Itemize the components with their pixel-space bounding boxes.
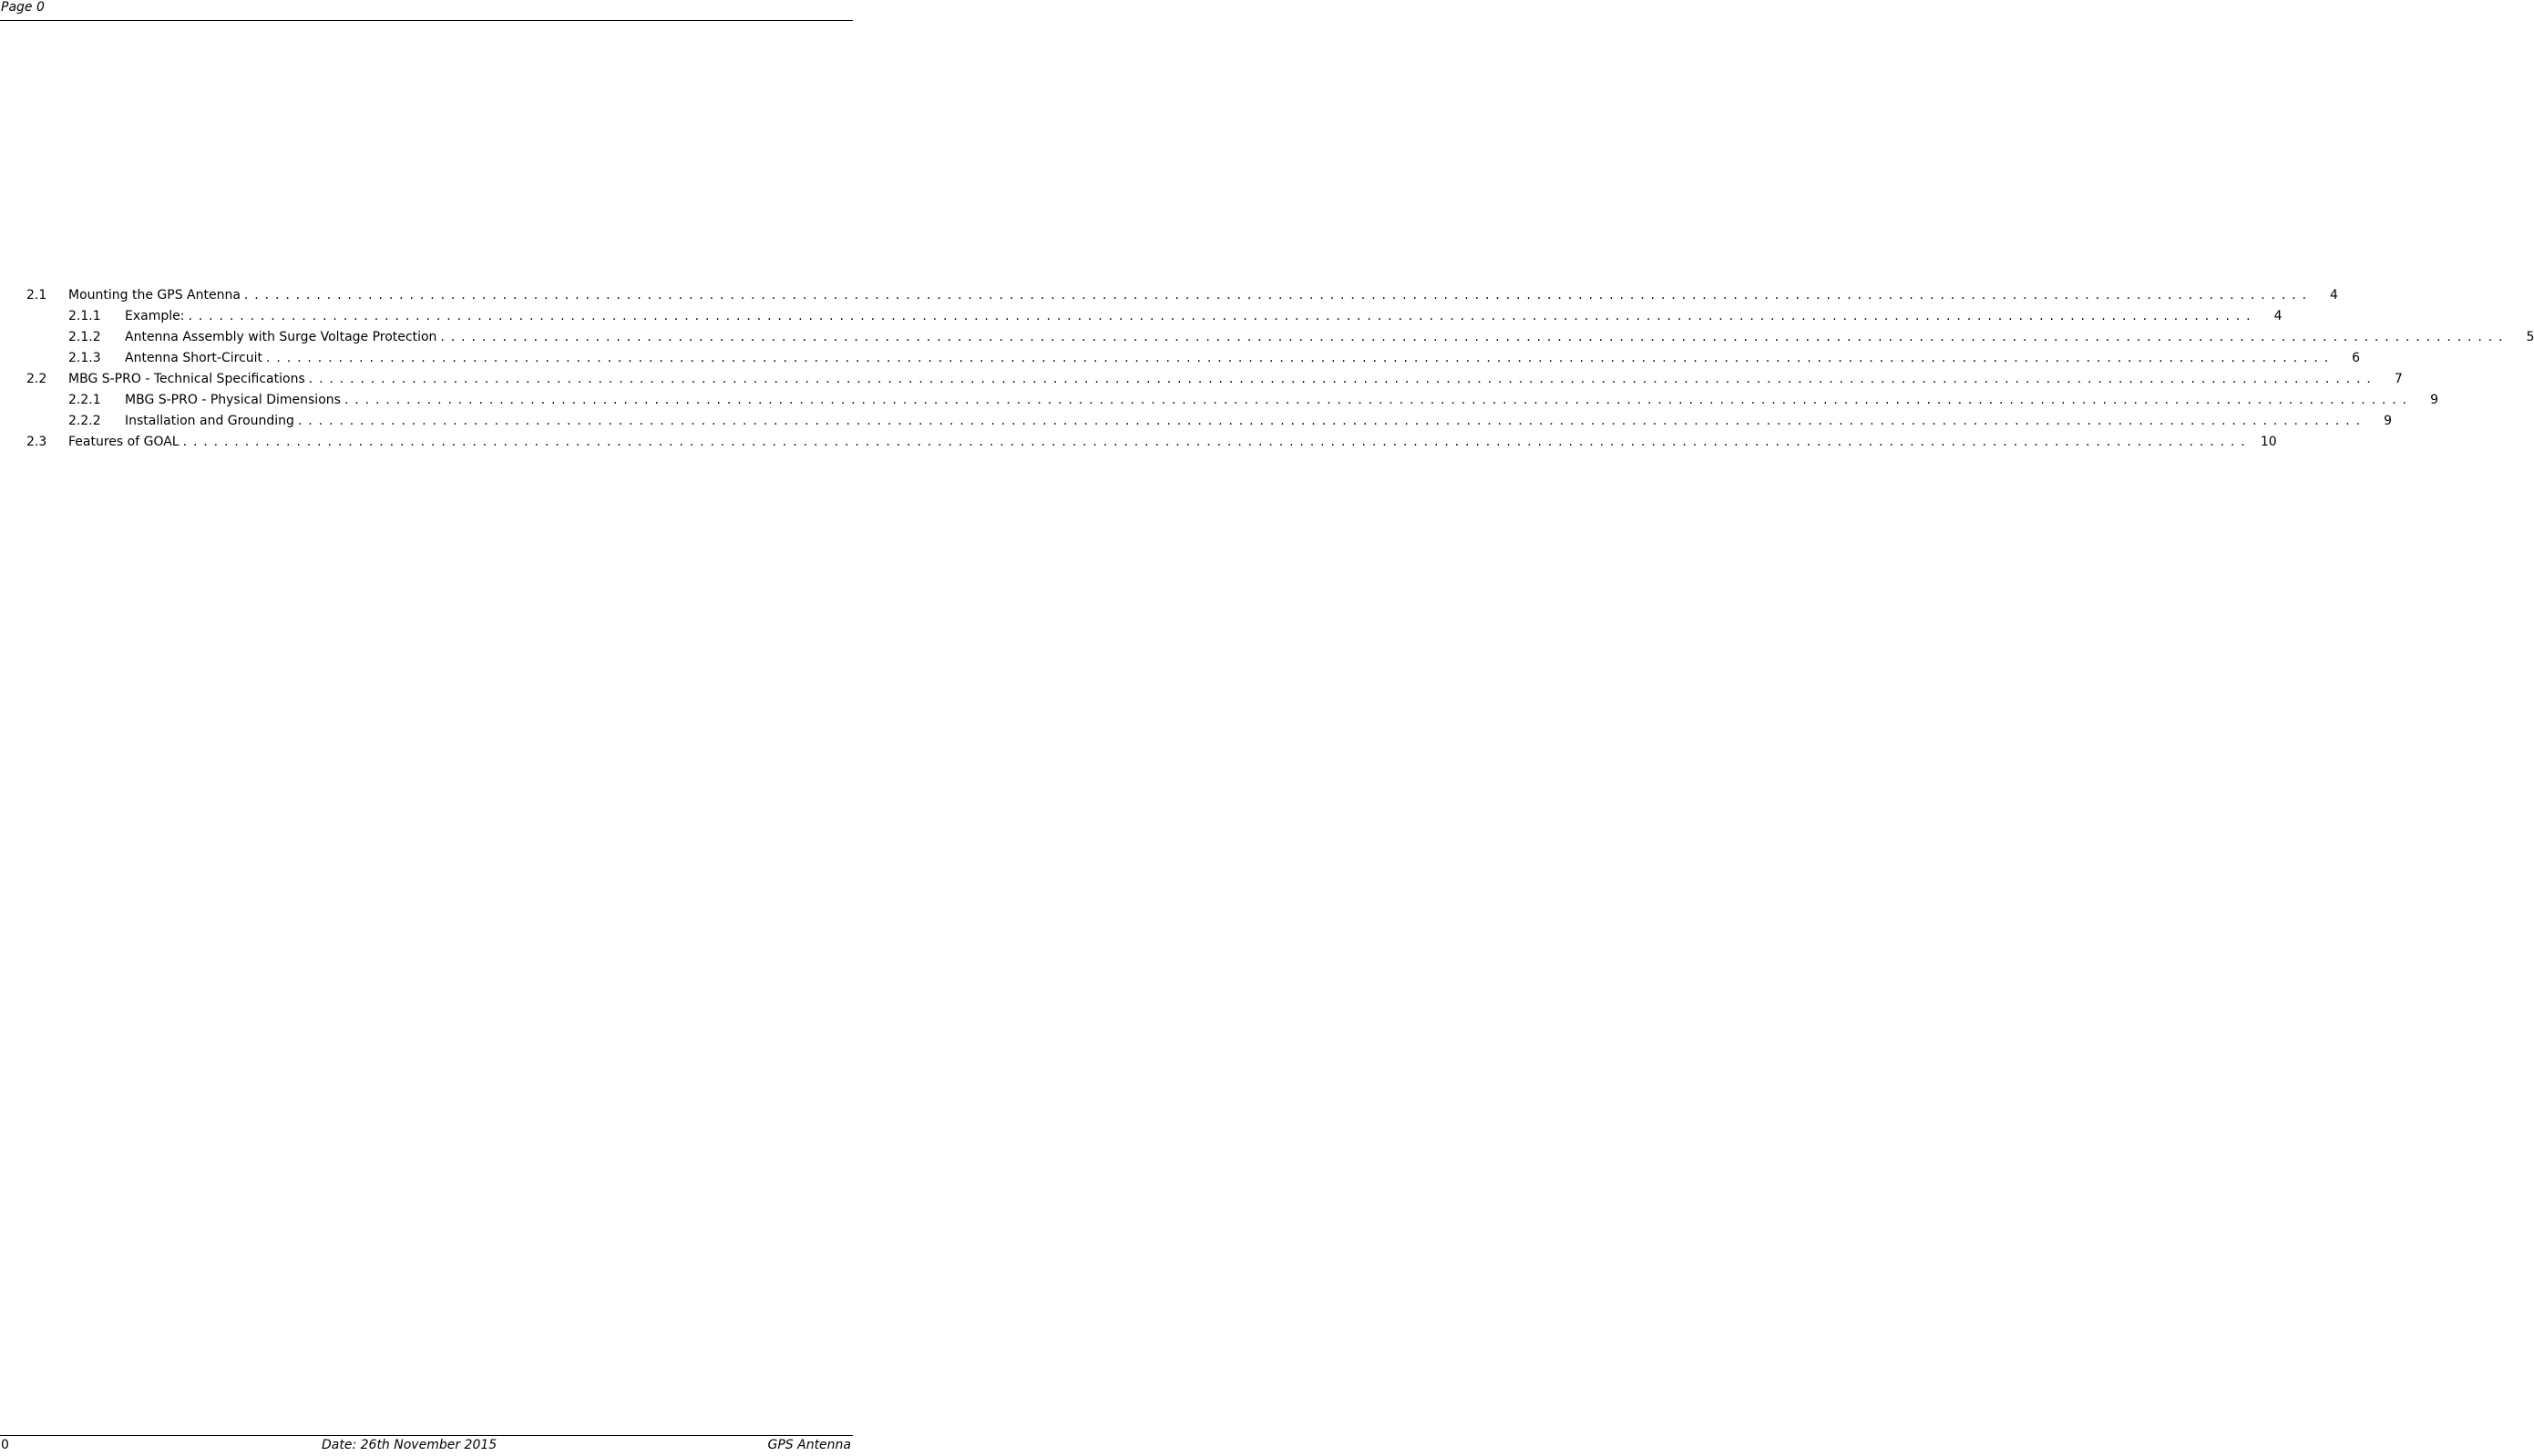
toc-entry[interactable] (26, 372, 2403, 393)
toc-leader-dots: ........................................................................................................................................................................................................ (182, 435, 2252, 449)
toc-entry-title: Example: (125, 309, 188, 323)
toc-entry-page: 4 (2273, 309, 2283, 323)
footer-doc-title: GPS Antenna (767, 1438, 851, 1452)
toc-entry-page: 6 (2352, 351, 2361, 365)
toc-entry-number: 2.1.2 (68, 330, 101, 344)
toc-leader-dots: ........................................................................................................................................................................................................ (188, 309, 2257, 323)
toc-leader-dots: ........................................................................................................................................................................................................ (243, 288, 2313, 302)
toc-entry[interactable] (26, 330, 2534, 351)
toc-entry-number: 2.1.3 (68, 351, 101, 365)
toc-entry-number: 2.2.1 (68, 393, 101, 407)
toc-entry-title: Antenna Assembly with Surge Voltage Protection (125, 330, 440, 344)
toc-entry-page: 5 (2526, 330, 2534, 344)
page-label: Page 0 (1, 0, 45, 15)
toc-entry-page: 9 (2384, 414, 2392, 428)
toc-entry[interactable] (26, 309, 2283, 330)
toc-leader-dots: ........................................................................................................................................................................................................ (344, 393, 2413, 407)
toc-leader-dots: ........................................................................................................................................................................................................ (440, 330, 2509, 344)
toc-entry-title: Features of GOAL (68, 435, 183, 449)
toc-entry-page: 4 (2330, 288, 2338, 302)
toc-entry-number: 2.3 (26, 435, 47, 449)
toc-leader-dots: ........................................................................................................................................................................................................ (297, 414, 2366, 428)
toc-entry[interactable] (26, 351, 2361, 372)
toc-entry-number: 2.2 (26, 372, 47, 386)
toc-entry-title: MBG S-PRO - Physical Dimensions (125, 393, 344, 407)
toc-entry[interactable] (26, 393, 2438, 414)
toc-entry[interactable] (26, 414, 2392, 435)
footer-date: Date: 26th November 2015 (322, 1438, 498, 1452)
toc-entry[interactable] (26, 288, 2338, 309)
page-header (0, 0, 853, 21)
toc-leader-dots: ........................................................................................................................................................................................................ (308, 372, 2377, 386)
footer-page-number: 0 (1, 1438, 9, 1452)
toc-entry-title: Antenna Short-Circuit (125, 351, 266, 365)
table-of-contents (26, 288, 2534, 456)
toc-entry[interactable] (26, 435, 2277, 456)
toc-entry-title: MBG S-PRO - Technical Specifications (68, 372, 309, 386)
toc-entry-number: 2.1 (26, 288, 47, 302)
toc-entry-number: 2.2.2 (68, 414, 101, 428)
toc-entry-number: 2.1.1 (68, 309, 101, 323)
page-footer (0, 1435, 853, 1456)
toc-entry-title: Installation and Grounding (125, 414, 298, 428)
toc-entry-page: 9 (2430, 393, 2438, 407)
toc-entry-page: 10 (2260, 435, 2277, 449)
toc-leader-dots: ........................................................................................................................................................................................................ (266, 351, 2335, 365)
toc-entry-title: Mounting the GPS Antenna (68, 288, 244, 302)
toc-entry-page: 7 (2394, 372, 2403, 386)
